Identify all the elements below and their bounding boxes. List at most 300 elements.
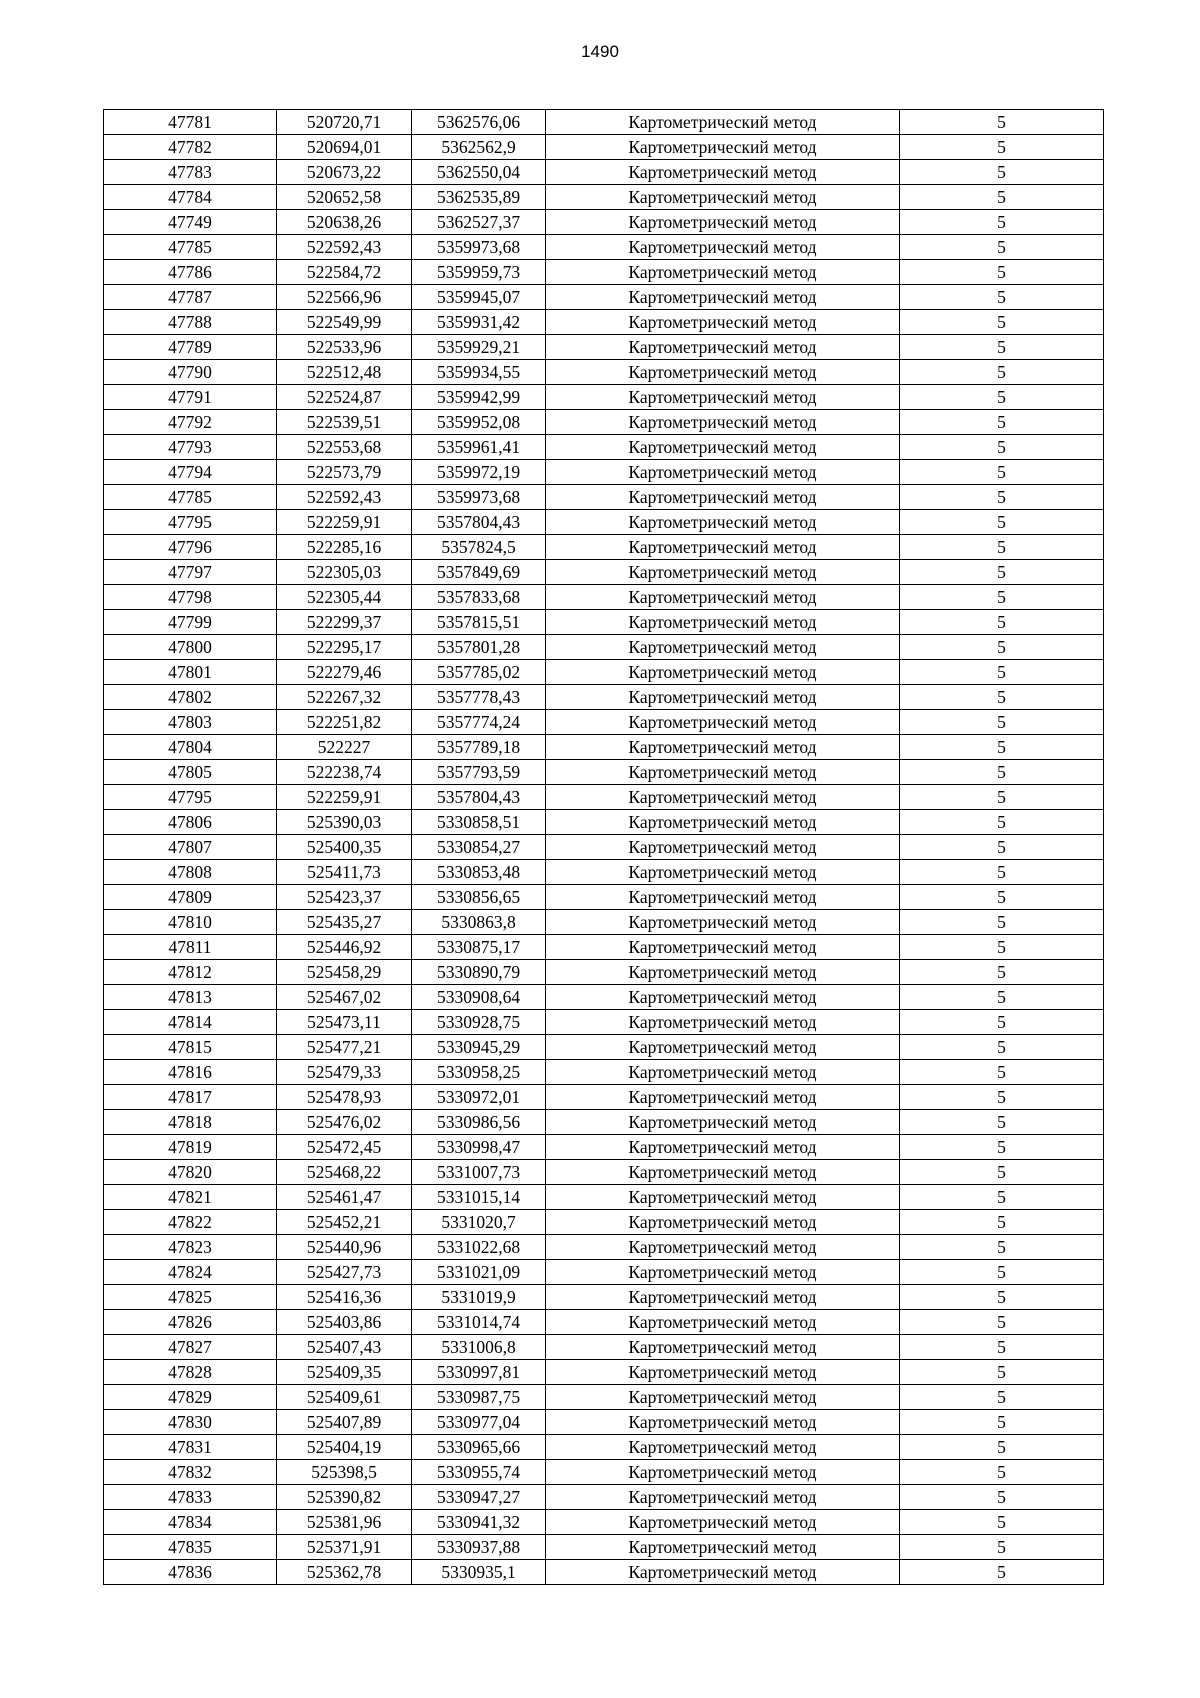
- table-row: [104, 185, 1104, 210]
- y-coordinate-cell: 5357815,51: [412, 610, 546, 635]
- method-cell: Картометрический метод: [546, 1310, 900, 1335]
- accuracy-cell: 5: [900, 1535, 1104, 1560]
- accuracy-cell: 5: [900, 1060, 1104, 1085]
- y-coordinate-cell: 5330947,27: [412, 1485, 546, 1510]
- x-coordinate-cell: 525461,47: [277, 1185, 412, 1210]
- table-row: [104, 785, 1104, 810]
- table-row: [104, 310, 1104, 335]
- method-cell: Картометрический метод: [546, 1435, 900, 1460]
- x-coordinate-cell: 520638,26: [277, 210, 412, 235]
- accuracy-cell: 5: [900, 1135, 1104, 1160]
- x-coordinate-cell: 525411,73: [277, 860, 412, 885]
- point-number-cell: 47825: [104, 1285, 277, 1310]
- accuracy-cell: 5: [900, 110, 1104, 135]
- method-cell: Картометрический метод: [546, 1560, 900, 1585]
- point-number-cell: 47806: [104, 810, 277, 835]
- y-coordinate-cell: 5357804,43: [412, 510, 546, 535]
- method-cell: Картометрический метод: [546, 1060, 900, 1085]
- y-coordinate-cell: 5359945,07: [412, 285, 546, 310]
- x-coordinate-cell: 525452,21: [277, 1210, 412, 1235]
- y-coordinate-cell: 5330853,48: [412, 860, 546, 885]
- y-coordinate-cell: 5330935,1: [412, 1560, 546, 1585]
- y-coordinate-cell: 5359952,08: [412, 410, 546, 435]
- method-cell: Картометрический метод: [546, 1335, 900, 1360]
- x-coordinate-cell: 525440,96: [277, 1235, 412, 1260]
- point-number-cell: 47814: [104, 1010, 277, 1035]
- method-cell: Картометрический метод: [546, 1485, 900, 1510]
- table-row: [104, 710, 1104, 735]
- accuracy-cell: 5: [900, 1210, 1104, 1235]
- point-number-cell: 47784: [104, 185, 277, 210]
- method-cell: Картометрический метод: [546, 910, 900, 935]
- method-cell: Картометрический метод: [546, 285, 900, 310]
- method-cell: Картометрический метод: [546, 385, 900, 410]
- method-cell: Картометрический метод: [546, 1035, 900, 1060]
- point-number-cell: 47810: [104, 910, 277, 935]
- accuracy-cell: 5: [900, 910, 1104, 935]
- table-row: [104, 885, 1104, 910]
- method-cell: Картометрический метод: [546, 785, 900, 810]
- coordinates-table-body: [104, 110, 1104, 1585]
- x-coordinate-cell: 522295,17: [277, 635, 412, 660]
- point-number-cell: 47795: [104, 785, 277, 810]
- method-cell: Картометрический метод: [546, 885, 900, 910]
- accuracy-cell: 5: [900, 1035, 1104, 1060]
- y-coordinate-cell: 5357774,24: [412, 710, 546, 735]
- method-cell: Картометрический метод: [546, 1460, 900, 1485]
- accuracy-cell: 5: [900, 1335, 1104, 1360]
- y-coordinate-cell: 5331020,7: [412, 1210, 546, 1235]
- y-coordinate-cell: 5330945,29: [412, 1035, 546, 1060]
- accuracy-cell: 5: [900, 360, 1104, 385]
- accuracy-cell: 5: [900, 685, 1104, 710]
- x-coordinate-cell: 525416,36: [277, 1285, 412, 1310]
- point-number-cell: 47811: [104, 935, 277, 960]
- y-coordinate-cell: 5330890,79: [412, 960, 546, 985]
- table-row: [104, 1235, 1104, 1260]
- y-coordinate-cell: 5357789,18: [412, 735, 546, 760]
- x-coordinate-cell: 522539,51: [277, 410, 412, 435]
- x-coordinate-cell: 525404,19: [277, 1435, 412, 1460]
- method-cell: Картометрический метод: [546, 635, 900, 660]
- method-cell: Картометрический метод: [546, 1010, 900, 1035]
- point-number-cell: 47799: [104, 610, 277, 635]
- method-cell: Картометрический метод: [546, 535, 900, 560]
- point-number-cell: 47800: [104, 635, 277, 660]
- table-row: [104, 435, 1104, 460]
- x-coordinate-cell: 522279,46: [277, 660, 412, 685]
- y-coordinate-cell: 5357793,59: [412, 760, 546, 785]
- table-row: [104, 1485, 1104, 1510]
- point-number-cell: 47827: [104, 1335, 277, 1360]
- y-coordinate-cell: 5359972,19: [412, 460, 546, 485]
- table-row: [104, 1035, 1104, 1060]
- x-coordinate-cell: 522259,91: [277, 785, 412, 810]
- point-number-cell: 47805: [104, 760, 277, 785]
- method-cell: Картометрический метод: [546, 335, 900, 360]
- table-row: [104, 1385, 1104, 1410]
- x-coordinate-cell: 525427,73: [277, 1260, 412, 1285]
- table-row: [104, 810, 1104, 835]
- y-coordinate-cell: 5331014,74: [412, 1310, 546, 1335]
- method-cell: Картометрический метод: [546, 1160, 900, 1185]
- point-number-cell: 47794: [104, 460, 277, 485]
- x-coordinate-cell: 522566,96: [277, 285, 412, 310]
- y-coordinate-cell: 5330928,75: [412, 1010, 546, 1035]
- table-row: [104, 1285, 1104, 1310]
- table-row: [104, 735, 1104, 760]
- y-coordinate-cell: 5331015,14: [412, 1185, 546, 1210]
- table-row: [104, 660, 1104, 685]
- x-coordinate-cell: 525458,29: [277, 960, 412, 985]
- point-number-cell: 47798: [104, 585, 277, 610]
- method-cell: Картометрический метод: [546, 585, 900, 610]
- x-coordinate-cell: 522584,72: [277, 260, 412, 285]
- table-row: [104, 1510, 1104, 1535]
- accuracy-cell: 5: [900, 1085, 1104, 1110]
- method-cell: Картометрический метод: [546, 1535, 900, 1560]
- y-coordinate-cell: 5362527,37: [412, 210, 546, 235]
- x-coordinate-cell: 522512,48: [277, 360, 412, 385]
- table-row: [104, 685, 1104, 710]
- point-number-cell: 47834: [104, 1510, 277, 1535]
- y-coordinate-cell: 5330863,8: [412, 910, 546, 935]
- x-coordinate-cell: 525407,89: [277, 1410, 412, 1435]
- y-coordinate-cell: 5330958,25: [412, 1060, 546, 1085]
- accuracy-cell: 5: [900, 385, 1104, 410]
- y-coordinate-cell: 5357849,69: [412, 560, 546, 585]
- table-row: [104, 760, 1104, 785]
- x-coordinate-cell: 525446,92: [277, 935, 412, 960]
- y-coordinate-cell: 5357804,43: [412, 785, 546, 810]
- y-coordinate-cell: 5359942,99: [412, 385, 546, 410]
- table-row: [104, 585, 1104, 610]
- accuracy-cell: 5: [900, 310, 1104, 335]
- accuracy-cell: 5: [900, 1485, 1104, 1510]
- point-number-cell: 47791: [104, 385, 277, 410]
- y-coordinate-cell: 5330955,74: [412, 1460, 546, 1485]
- point-number-cell: 47749: [104, 210, 277, 235]
- y-coordinate-cell: 5359961,41: [412, 435, 546, 460]
- accuracy-cell: 5: [900, 285, 1104, 310]
- method-cell: Картометрический метод: [546, 560, 900, 585]
- x-coordinate-cell: 520720,71: [277, 110, 412, 135]
- accuracy-cell: 5: [900, 860, 1104, 885]
- point-number-cell: 47833: [104, 1485, 277, 1510]
- accuracy-cell: 5: [900, 760, 1104, 785]
- table-row: [104, 1010, 1104, 1035]
- method-cell: Картометрический метод: [546, 310, 900, 335]
- table-row: [104, 1060, 1104, 1085]
- point-number-cell: 47824: [104, 1260, 277, 1285]
- x-coordinate-cell: 525398,5: [277, 1460, 412, 1485]
- accuracy-cell: 5: [900, 235, 1104, 260]
- x-coordinate-cell: 525400,35: [277, 835, 412, 860]
- method-cell: Картометрический метод: [546, 735, 900, 760]
- x-coordinate-cell: 525467,02: [277, 985, 412, 1010]
- table-row: [104, 535, 1104, 560]
- y-coordinate-cell: 5362535,89: [412, 185, 546, 210]
- y-coordinate-cell: 5359973,68: [412, 235, 546, 260]
- point-number-cell: 47822: [104, 1210, 277, 1235]
- x-coordinate-cell: 520652,58: [277, 185, 412, 210]
- accuracy-cell: 5: [900, 1435, 1104, 1460]
- table-row: [104, 860, 1104, 885]
- point-number-cell: 47823: [104, 1235, 277, 1260]
- y-coordinate-cell: 5330987,75: [412, 1385, 546, 1410]
- accuracy-cell: 5: [900, 510, 1104, 535]
- accuracy-cell: 5: [900, 160, 1104, 185]
- accuracy-cell: 5: [900, 710, 1104, 735]
- table-row: [104, 235, 1104, 260]
- accuracy-cell: 5: [900, 535, 1104, 560]
- method-cell: Картометрический метод: [546, 1410, 900, 1435]
- method-cell: Картометрический метод: [546, 1260, 900, 1285]
- method-cell: Картометрический метод: [546, 985, 900, 1010]
- table-row: [104, 1260, 1104, 1285]
- method-cell: Картометрический метод: [546, 1360, 900, 1385]
- accuracy-cell: 5: [900, 885, 1104, 910]
- method-cell: Картометрический метод: [546, 460, 900, 485]
- x-coordinate-cell: 522305,44: [277, 585, 412, 610]
- accuracy-cell: 5: [900, 335, 1104, 360]
- table-row: [104, 910, 1104, 935]
- method-cell: Картометрический метод: [546, 210, 900, 235]
- accuracy-cell: 5: [900, 960, 1104, 985]
- point-number-cell: 47786: [104, 260, 277, 285]
- accuracy-cell: 5: [900, 660, 1104, 685]
- point-number-cell: 47819: [104, 1135, 277, 1160]
- accuracy-cell: 5: [900, 1510, 1104, 1535]
- point-number-cell: 47783: [104, 160, 277, 185]
- method-cell: Картометрический метод: [546, 485, 900, 510]
- accuracy-cell: 5: [900, 985, 1104, 1010]
- point-number-cell: 47815: [104, 1035, 277, 1060]
- table-row: [104, 960, 1104, 985]
- point-number-cell: 47788: [104, 310, 277, 335]
- y-coordinate-cell: 5330997,81: [412, 1360, 546, 1385]
- x-coordinate-cell: 520694,01: [277, 135, 412, 160]
- x-coordinate-cell: 522267,32: [277, 685, 412, 710]
- method-cell: Картометрический метод: [546, 1085, 900, 1110]
- accuracy-cell: 5: [900, 485, 1104, 510]
- y-coordinate-cell: 5359934,55: [412, 360, 546, 385]
- y-coordinate-cell: 5331007,73: [412, 1160, 546, 1185]
- method-cell: Картометрический метод: [546, 1510, 900, 1535]
- accuracy-cell: 5: [900, 1560, 1104, 1585]
- point-number-cell: 47795: [104, 510, 277, 535]
- y-coordinate-cell: 5362576,06: [412, 110, 546, 135]
- table-row: [104, 935, 1104, 960]
- y-coordinate-cell: 5359929,21: [412, 335, 546, 360]
- method-cell: Картометрический метод: [546, 235, 900, 260]
- accuracy-cell: 5: [900, 1385, 1104, 1410]
- point-number-cell: 47812: [104, 960, 277, 985]
- x-coordinate-cell: 525477,21: [277, 1035, 412, 1060]
- x-coordinate-cell: 522305,03: [277, 560, 412, 585]
- point-number-cell: 47831: [104, 1435, 277, 1460]
- y-coordinate-cell: 5359973,68: [412, 485, 546, 510]
- table-row: [104, 1360, 1104, 1385]
- method-cell: Картометрический метод: [546, 1385, 900, 1410]
- point-number-cell: 47804: [104, 735, 277, 760]
- point-number-cell: 47793: [104, 435, 277, 460]
- point-number-cell: 47821: [104, 1185, 277, 1210]
- table-row: [104, 360, 1104, 385]
- method-cell: Картометрический метод: [546, 510, 900, 535]
- x-coordinate-cell: 525423,37: [277, 885, 412, 910]
- accuracy-cell: 5: [900, 1310, 1104, 1335]
- table-row: [104, 160, 1104, 185]
- y-coordinate-cell: 5330998,47: [412, 1135, 546, 1160]
- point-number-cell: 47832: [104, 1460, 277, 1485]
- x-coordinate-cell: 522553,68: [277, 435, 412, 460]
- method-cell: Картометрический метод: [546, 710, 900, 735]
- accuracy-cell: 5: [900, 1410, 1104, 1435]
- x-coordinate-cell: 525390,82: [277, 1485, 412, 1510]
- accuracy-cell: 5: [900, 1110, 1104, 1135]
- accuracy-cell: 5: [900, 410, 1104, 435]
- table-row: [104, 560, 1104, 585]
- x-coordinate-cell: 525371,91: [277, 1535, 412, 1560]
- point-number-cell: 47789: [104, 335, 277, 360]
- point-number-cell: 47796: [104, 535, 277, 560]
- page-number: 1490: [581, 42, 619, 61]
- x-coordinate-cell: 525407,43: [277, 1335, 412, 1360]
- accuracy-cell: 5: [900, 935, 1104, 960]
- table-row: [104, 1460, 1104, 1485]
- y-coordinate-cell: 5331019,9: [412, 1285, 546, 1310]
- table-row: [104, 1160, 1104, 1185]
- table-row: [104, 260, 1104, 285]
- point-number-cell: 47820: [104, 1160, 277, 1185]
- x-coordinate-cell: 522533,96: [277, 335, 412, 360]
- y-coordinate-cell: 5357833,68: [412, 585, 546, 610]
- method-cell: Картометрический метод: [546, 1235, 900, 1260]
- x-coordinate-cell: 525381,96: [277, 1510, 412, 1535]
- point-number-cell: 47818: [104, 1110, 277, 1135]
- y-coordinate-cell: 5357824,5: [412, 535, 546, 560]
- table-row: [104, 485, 1104, 510]
- table-row: [104, 410, 1104, 435]
- accuracy-cell: 5: [900, 560, 1104, 585]
- point-number-cell: 47808: [104, 860, 277, 885]
- table-row: [104, 1535, 1104, 1560]
- y-coordinate-cell: 5330972,01: [412, 1085, 546, 1110]
- table-row: [104, 635, 1104, 660]
- y-coordinate-cell: 5330856,65: [412, 885, 546, 910]
- x-coordinate-cell: 522573,79: [277, 460, 412, 485]
- x-coordinate-cell: 525409,35: [277, 1360, 412, 1385]
- point-number-cell: 47781: [104, 110, 277, 135]
- y-coordinate-cell: 5359959,73: [412, 260, 546, 285]
- table-row: [104, 335, 1104, 360]
- method-cell: Картометрический метод: [546, 1185, 900, 1210]
- point-number-cell: 47790: [104, 360, 277, 385]
- table-row: [104, 610, 1104, 635]
- point-number-cell: 47836: [104, 1560, 277, 1585]
- point-number-cell: 47802: [104, 685, 277, 710]
- x-coordinate-cell: 525478,93: [277, 1085, 412, 1110]
- method-cell: Картометрический метод: [546, 760, 900, 785]
- point-number-cell: 47817: [104, 1085, 277, 1110]
- coordinates-table: [103, 109, 1104, 1585]
- y-coordinate-cell: 5330908,64: [412, 985, 546, 1010]
- table-row: [104, 135, 1104, 160]
- point-number-cell: 47782: [104, 135, 277, 160]
- accuracy-cell: 5: [900, 1160, 1104, 1185]
- x-coordinate-cell: 522259,91: [277, 510, 412, 535]
- method-cell: Картометрический метод: [546, 810, 900, 835]
- point-number-cell: 47785: [104, 485, 277, 510]
- accuracy-cell: 5: [900, 635, 1104, 660]
- point-number-cell: 47829: [104, 1385, 277, 1410]
- x-coordinate-cell: 525472,45: [277, 1135, 412, 1160]
- x-coordinate-cell: 520673,22: [277, 160, 412, 185]
- method-cell: Картометрический метод: [546, 1110, 900, 1135]
- accuracy-cell: 5: [900, 135, 1104, 160]
- table-row: [104, 510, 1104, 535]
- method-cell: Картометрический метод: [546, 660, 900, 685]
- y-coordinate-cell: 5331006,8: [412, 1335, 546, 1360]
- point-number-cell: 47828: [104, 1360, 277, 1385]
- x-coordinate-cell: 525409,61: [277, 1385, 412, 1410]
- method-cell: Картометрический метод: [546, 860, 900, 885]
- table-row: [104, 1210, 1104, 1235]
- table-row: [104, 1435, 1104, 1460]
- x-coordinate-cell: 525473,11: [277, 1010, 412, 1035]
- y-coordinate-cell: 5331021,09: [412, 1260, 546, 1285]
- method-cell: Картометрический метод: [546, 435, 900, 460]
- x-coordinate-cell: 522251,82: [277, 710, 412, 735]
- accuracy-cell: 5: [900, 1235, 1104, 1260]
- method-cell: Картометрический метод: [546, 185, 900, 210]
- table-row: [104, 985, 1104, 1010]
- accuracy-cell: 5: [900, 735, 1104, 760]
- accuracy-cell: 5: [900, 210, 1104, 235]
- accuracy-cell: 5: [900, 1460, 1104, 1485]
- x-coordinate-cell: 525362,78: [277, 1560, 412, 1585]
- y-coordinate-cell: 5359931,42: [412, 310, 546, 335]
- point-number-cell: 47797: [104, 560, 277, 585]
- x-coordinate-cell: 522227: [277, 735, 412, 760]
- y-coordinate-cell: 5330937,88: [412, 1535, 546, 1560]
- x-coordinate-cell: 525476,02: [277, 1110, 412, 1135]
- accuracy-cell: 5: [900, 585, 1104, 610]
- method-cell: Картометрический метод: [546, 360, 900, 385]
- point-number-cell: 47826: [104, 1310, 277, 1335]
- table-row: [104, 110, 1104, 135]
- method-cell: Картометрический метод: [546, 135, 900, 160]
- table-row: [104, 1310, 1104, 1335]
- y-coordinate-cell: 5330941,32: [412, 1510, 546, 1535]
- accuracy-cell: 5: [900, 1360, 1104, 1385]
- method-cell: Картометрический метод: [546, 960, 900, 985]
- accuracy-cell: 5: [900, 610, 1104, 635]
- point-number-cell: 47792: [104, 410, 277, 435]
- table-row: [104, 285, 1104, 310]
- y-coordinate-cell: 5357785,02: [412, 660, 546, 685]
- y-coordinate-cell: 5362562,9: [412, 135, 546, 160]
- point-number-cell: 47787: [104, 285, 277, 310]
- y-coordinate-cell: 5330977,04: [412, 1410, 546, 1435]
- accuracy-cell: 5: [900, 1185, 1104, 1210]
- table-row: [104, 385, 1104, 410]
- x-coordinate-cell: 522299,37: [277, 610, 412, 635]
- x-coordinate-cell: 525435,27: [277, 910, 412, 935]
- table-row: [104, 1560, 1104, 1585]
- point-number-cell: 47816: [104, 1060, 277, 1085]
